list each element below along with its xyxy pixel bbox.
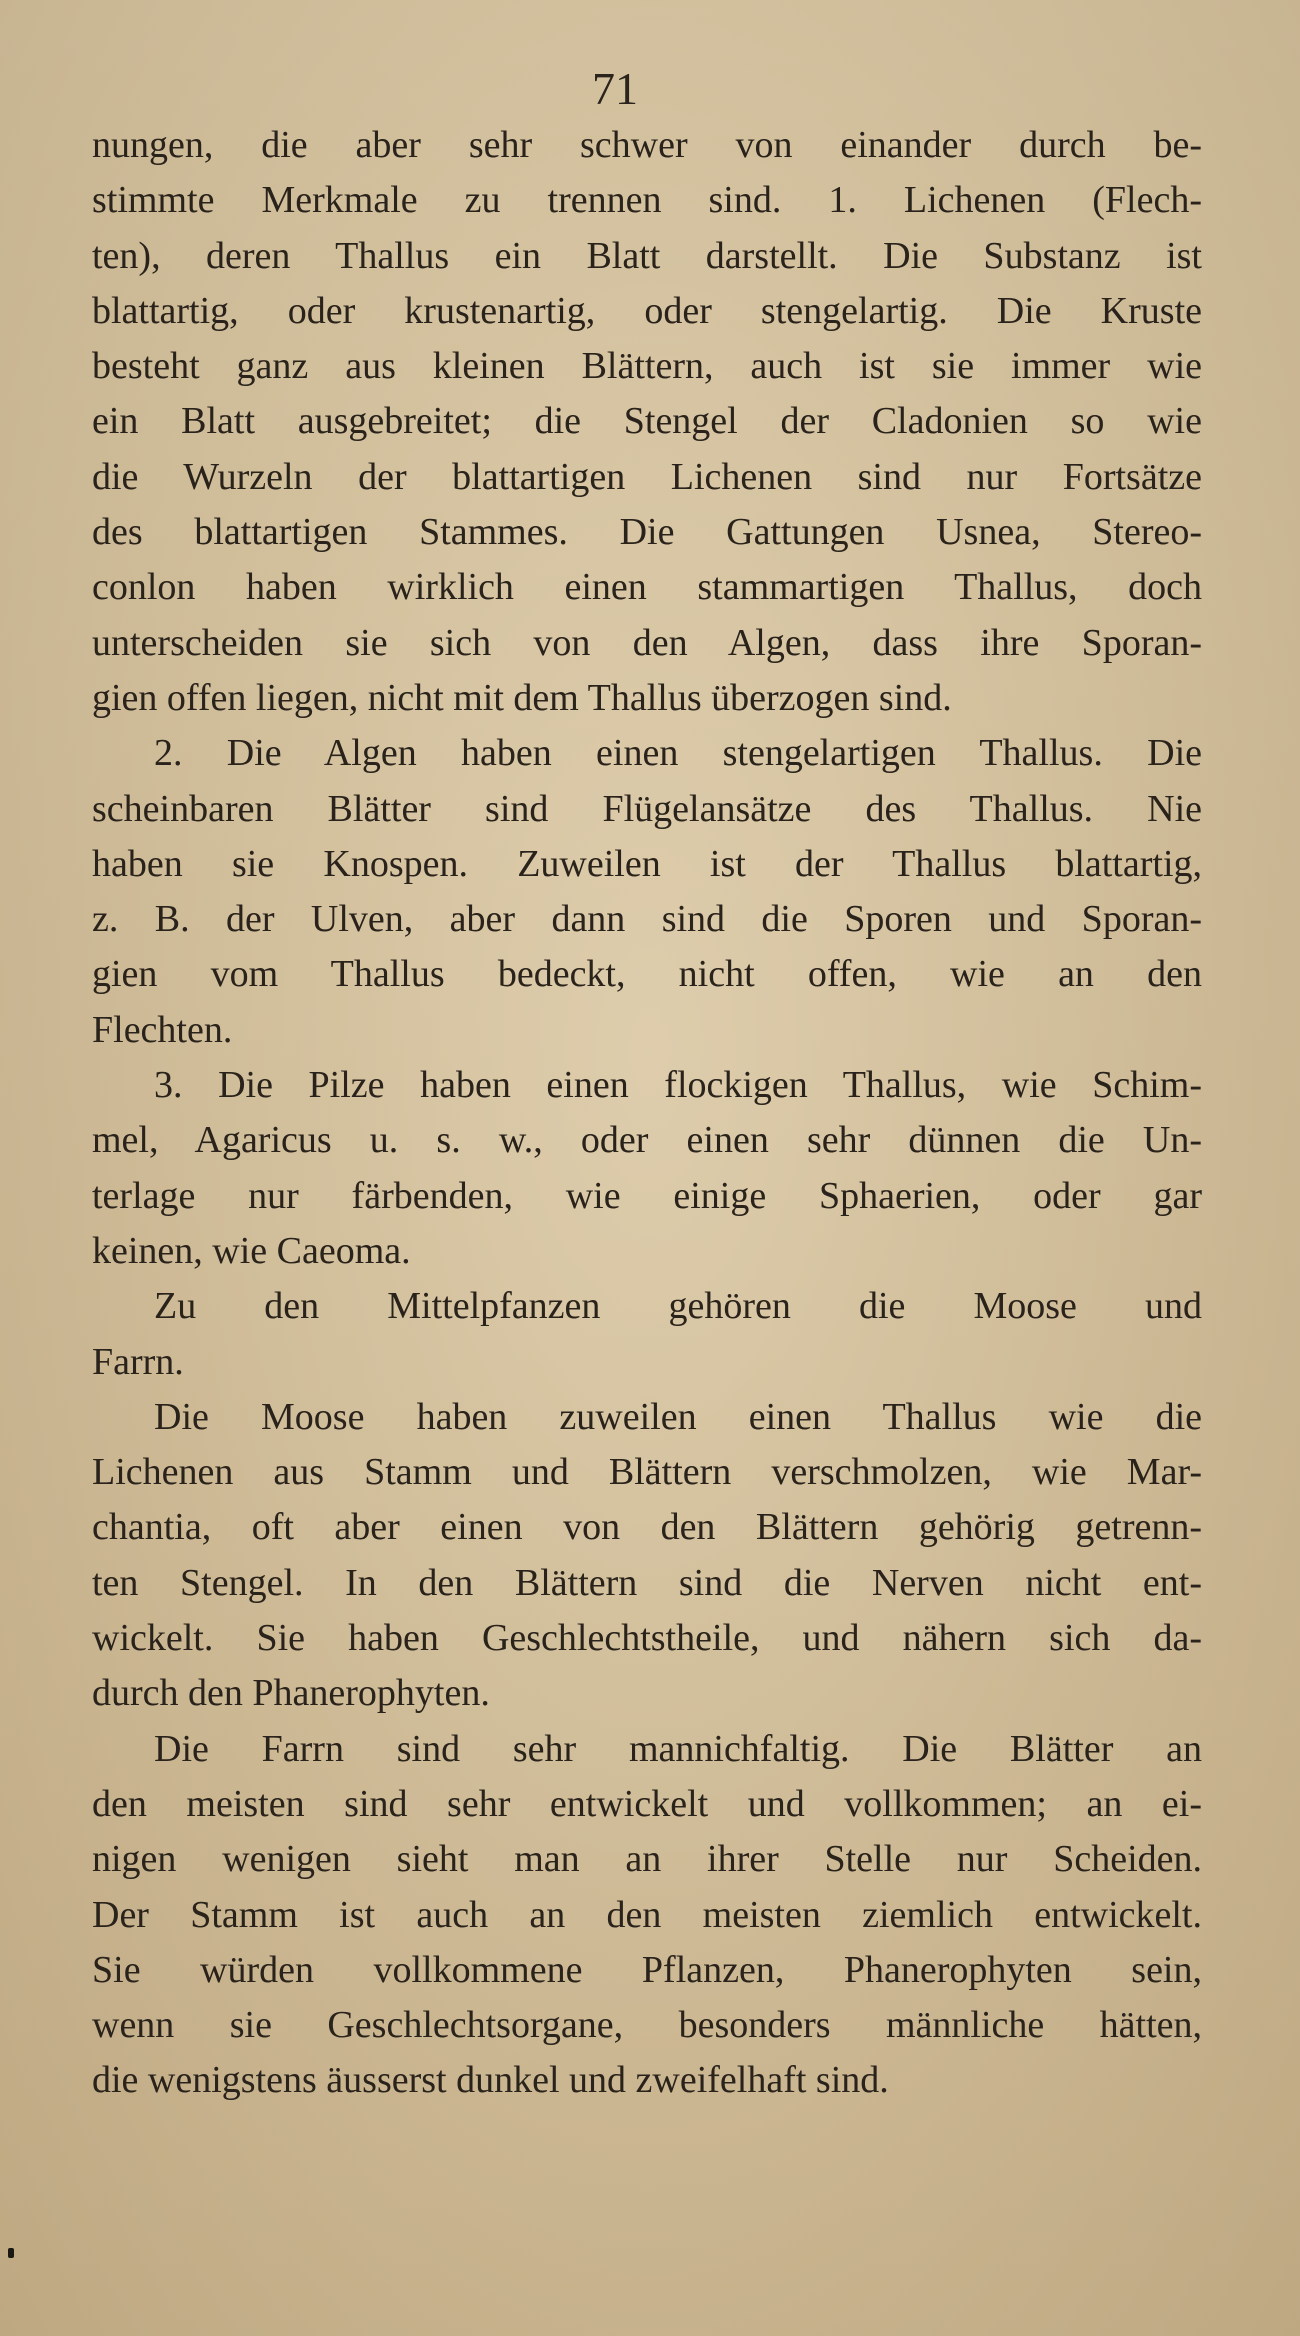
- text-line: gien vom Thallus bedeckt, nicht offen, wie an den: [92, 953, 1202, 996]
- text-line: stimmte Merkmale zu trennen sind. 1. Lichenen (Flech-: [92, 179, 1202, 222]
- text-line: haben sie Knospen. Zuweilen ist der Thallus blattartig,: [92, 842, 1202, 885]
- text-line: nigen wenigen sieht man an ihrer Stelle nur Scheiden.: [92, 1838, 1202, 1881]
- text-line: gien offen liegen, nicht mit dem Thallus überzogen sind.: [92, 676, 952, 719]
- text-line: wickelt. Sie haben Geschlechtstheile, und nähern sich da-: [92, 1617, 1202, 1660]
- page-number: 71: [592, 63, 638, 114]
- text-line: unterscheiden sie sich von den Algen, dass ihre Sporan-: [92, 621, 1202, 664]
- text-line: conlon haben wirklich einen stammartigen Thallus, doch: [92, 566, 1202, 609]
- text-line: ten), deren Thallus ein Blatt darstellt. Die Substanz ist: [92, 234, 1202, 277]
- text-line: nungen, die aber sehr schwer von einander durch be-: [92, 124, 1202, 166]
- text-line: Die Farrn sind sehr mannichfaltig. Die Blätter an: [154, 1727, 1202, 1770]
- text-line: keinen, wie Caeoma.: [92, 1229, 411, 1272]
- text-line: Lichenen aus Stamm und Blättern verschmolzen, wie Mar-: [92, 1451, 1202, 1494]
- text-line: wenn sie Geschlechtsorgane, besonders männliche hätten,: [92, 2004, 1202, 2047]
- ink-speck: [8, 2248, 14, 2258]
- text-line: Der Stamm ist auch an den meisten ziemlich entwickelt.: [92, 1893, 1202, 1936]
- text-line: mel, Agaricus u. s. w., oder einen sehr dünnen die Un-: [92, 1119, 1202, 1162]
- text-line: ein Blatt ausgebreitet; die Stengel der Cladonien so wie: [92, 400, 1202, 443]
- text-line: 3. Die Pilze haben einen flockigen Thallus, wie Schim-: [154, 1064, 1202, 1107]
- text-line: Farrn.: [92, 1340, 184, 1383]
- text-line: die Wurzeln der blattartigen Lichenen sind nur Fortsätze: [92, 455, 1202, 498]
- text-line: durch den Phanerophyten.: [92, 1672, 490, 1715]
- text-line: des blattartigen Stammes. Die Gattungen Usnea, Stereo-: [92, 511, 1202, 554]
- text-line: den meisten sind sehr entwickelt und vollkommen; an ei-: [92, 1782, 1202, 1825]
- text-line: z. B. der Ulven, aber dann sind die Sporen und Sporan-: [92, 898, 1202, 941]
- text-line: terlage nur färbenden, wie einige Sphaerien, oder gar: [92, 1174, 1202, 1217]
- text-line: scheinbaren Blätter sind Flügelansätze des Thallus. Nie: [92, 787, 1202, 830]
- text-line: chantia, oft aber einen von den Blättern gehörig getrenn-: [92, 1506, 1202, 1549]
- body-text: [92, 118, 1202, 2109]
- text-line: Die Moose haben zuweilen einen Thallus wie die: [154, 1395, 1202, 1438]
- text-line: Flechten.: [92, 1008, 233, 1051]
- text-line: 2. Die Algen haben einen stengelartigen Thallus. Die: [154, 732, 1202, 775]
- text-line: Zu den Mittelpfanzen gehören die Moose und: [154, 1285, 1202, 1328]
- text-line: Sie würden vollkommene Pflanzen, Phanerophyten sein,: [92, 1948, 1202, 1991]
- text-line: besteht ganz aus kleinen Blättern, auch ist sie immer wie: [92, 345, 1202, 388]
- text-line: ten Stengel. In den Blättern sind die Nerven nicht ent-: [92, 1561, 1202, 1604]
- text-line: blattartig, oder krustenartig, oder stengelartig. Die Kruste: [92, 289, 1202, 332]
- text-line: die wenigstens äusserst dunkel und zweifelhaft sind.: [92, 2059, 889, 2102]
